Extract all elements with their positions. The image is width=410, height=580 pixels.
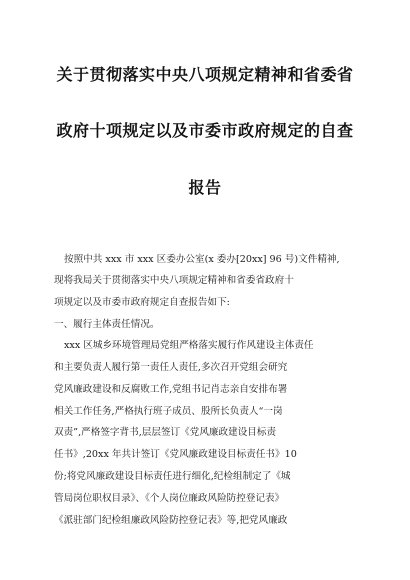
body-line: 和主要负责人履行第一责任人责任,多次召开党组会研究	[54, 362, 288, 373]
body-line: 相关工作任务,严格执行班子成员、股所长负责人“一岗	[54, 406, 283, 417]
body-line: 份;将党风廉政建设目标责任进行细化,纪检组制定了《城	[54, 471, 291, 482]
title-line-3: 报告	[188, 178, 222, 197]
body-line: 《派驻部门纪检组廉政风险防控登记表》等,把党风廉政	[54, 515, 288, 526]
body-line: 党风廉政建设和反腐败工作,党组书记肖志亲自安排布署	[54, 384, 288, 395]
body-line: 管局岗位职权目录》、《个人岗位廉政风险防控登记表》	[54, 493, 285, 504]
body-line: 现将我局关于贯彻落实中央八项规定精神和省委省政府十	[54, 275, 294, 286]
body-line: 任书》,20xx 年共计签订《党风廉政建设目标责任书》10	[54, 449, 297, 460]
section-heading: 一、履行主体责任情况。	[54, 319, 160, 330]
body-line: 双责”,严格签字背书,层层签订《党风廉政建设目标责	[54, 427, 277, 438]
title-line-2: 政府十项规定以及市委市政府规定的自查	[56, 121, 354, 140]
body-line: 按照中共 xxx 市 xxx 区委办公室(x 委办[20xx] 96 号)文件精神,	[64, 254, 340, 265]
body-line: xxx 区城乡环境管理局党组严格落实履行作风建设主体责任	[64, 340, 314, 351]
title-line-1: 关于贯彻落实中央八项规定精神和省委省	[56, 65, 354, 84]
body-line: 项规定以及市委市政府规定自查报告如下:	[54, 297, 230, 308]
